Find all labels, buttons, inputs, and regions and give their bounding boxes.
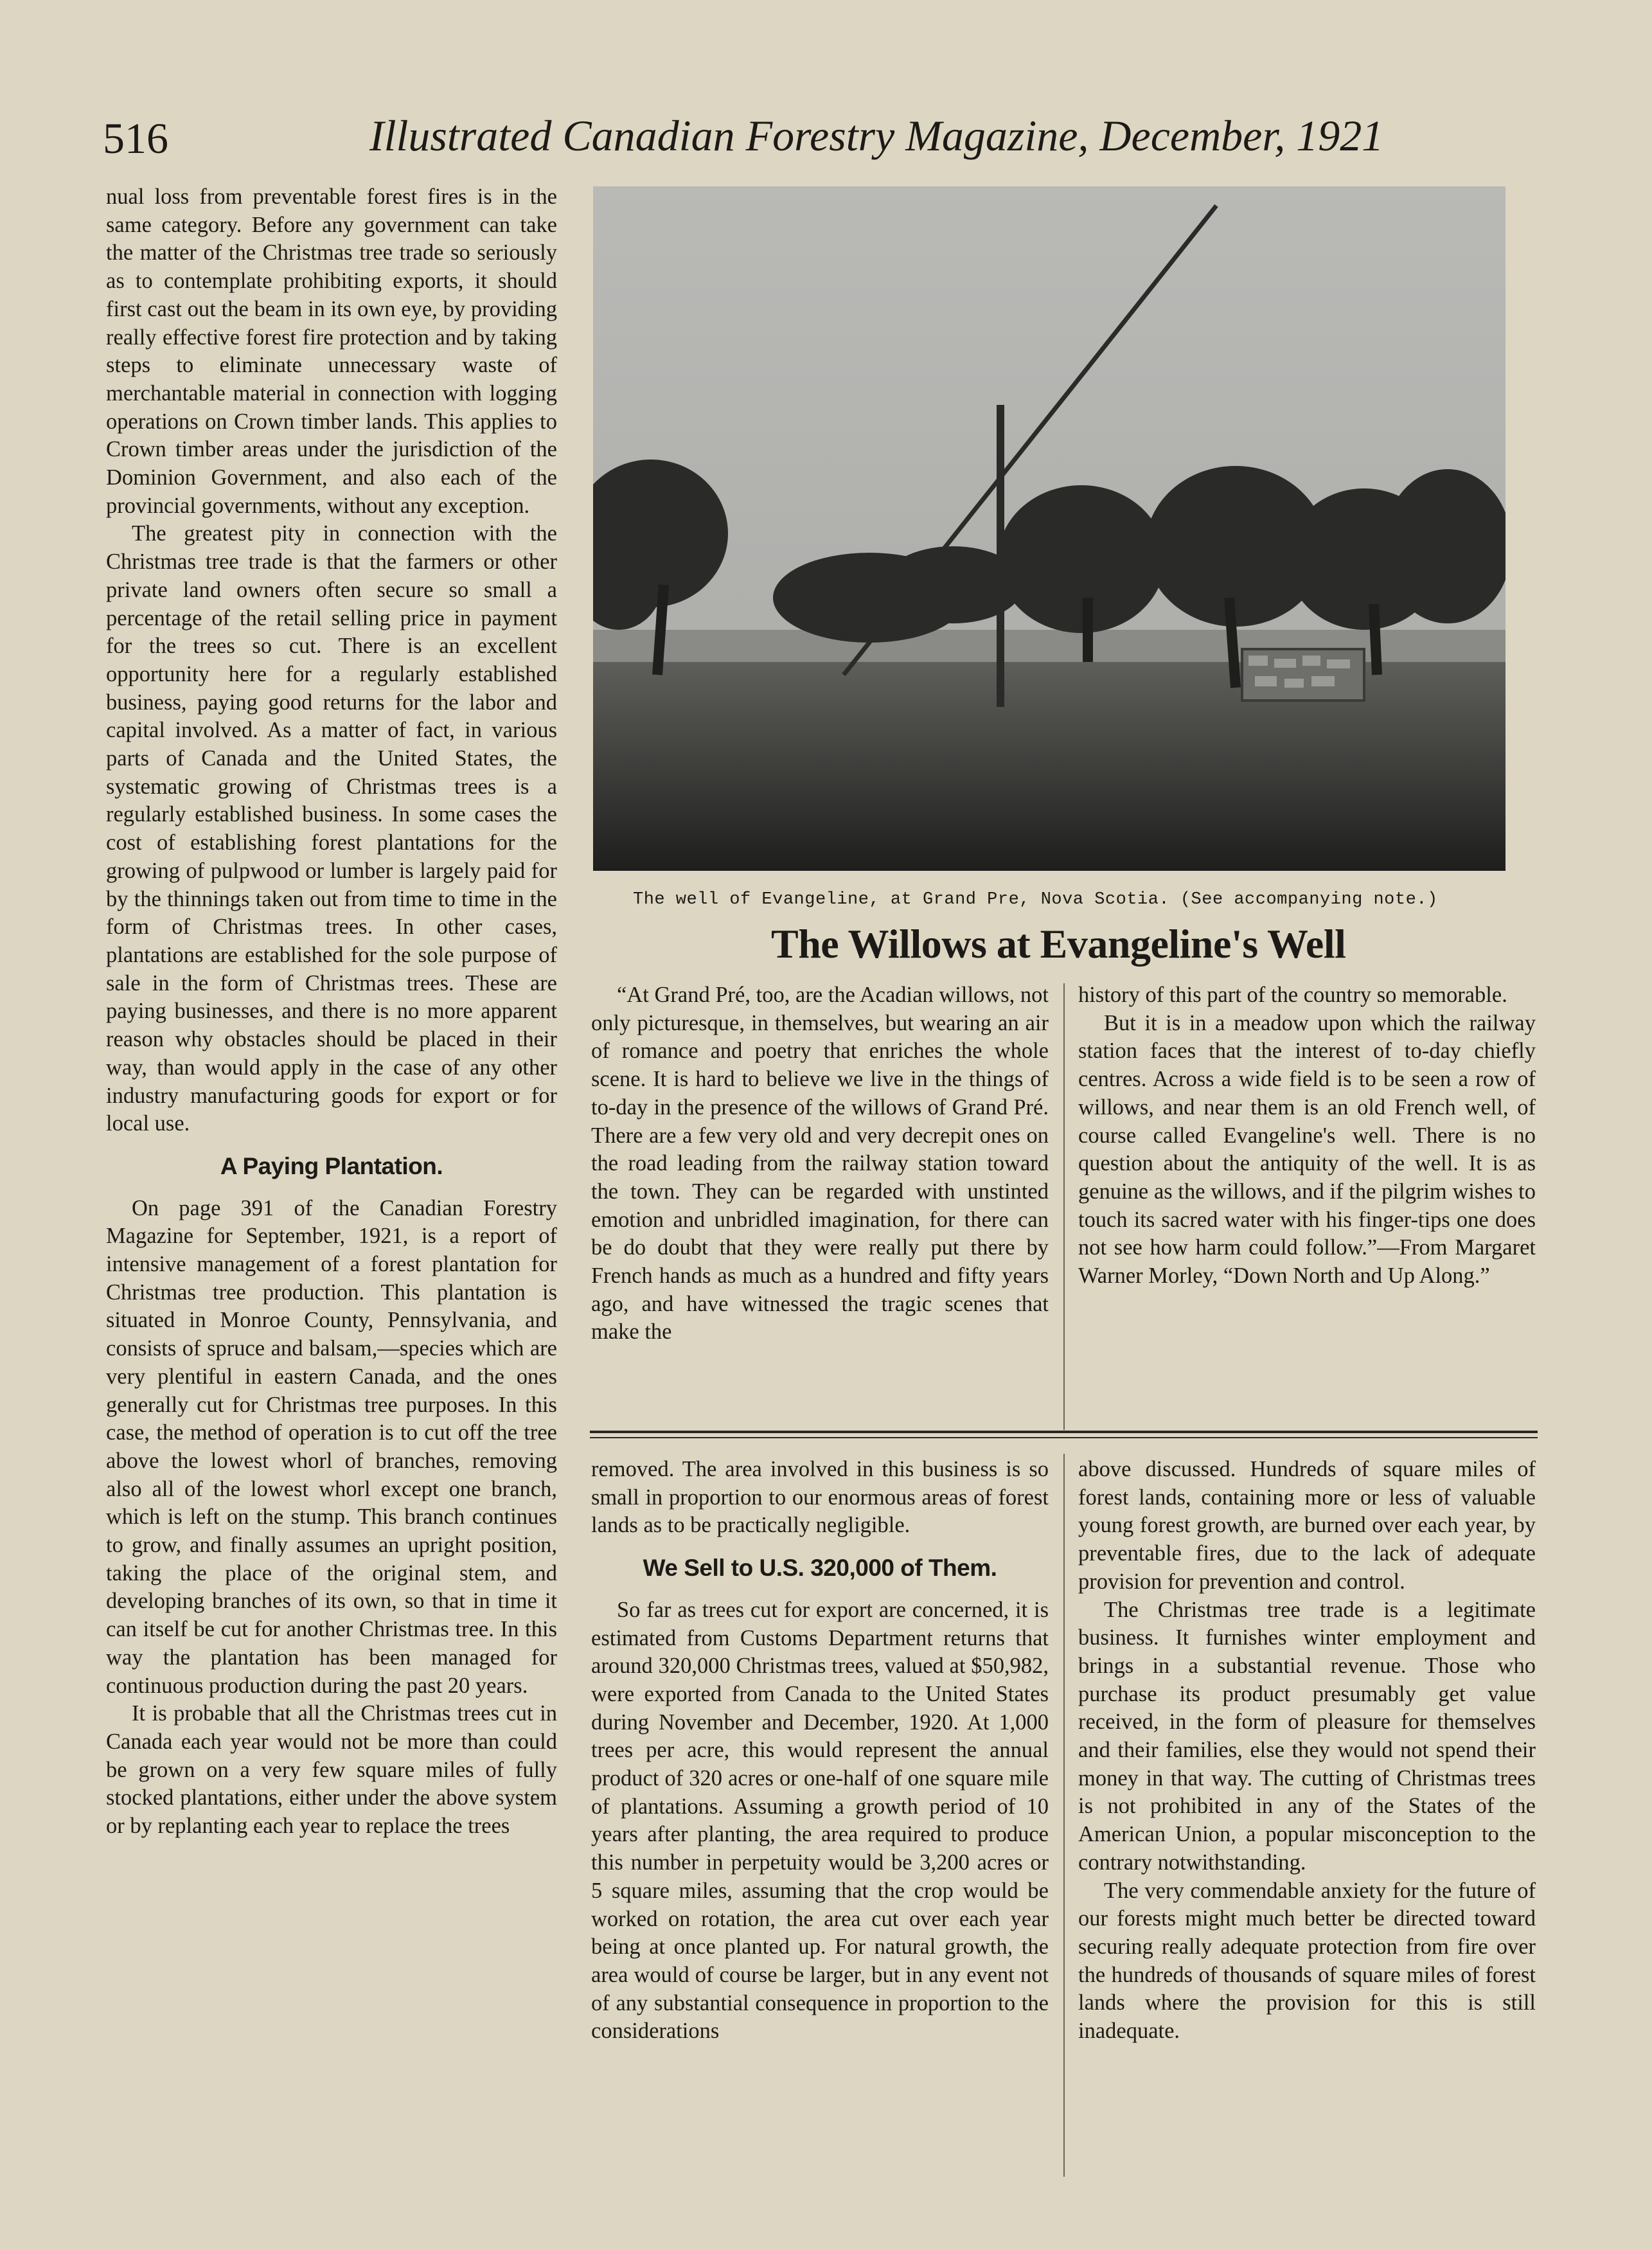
paragraph: history of this part of the country so memorable. — [1078, 983, 1507, 1007]
well-photo-illustration — [593, 186, 1505, 871]
lower-right-column — [1078, 1456, 1536, 2046]
section-rule — [590, 1431, 1538, 1433]
paragraph: But it is in a meadow upon which the railway station faces that the interest of to-day chiefly centres. Across a wide field is to be seen a row of willows, and near them is an old French well, of course called Evangeline's well. There is no question about the antiquity of the well. It is as genuine as the willows, and if the pilgrim wishes to touch its sacred water with his finger-tips one does not see how harm could follow.”—From Margaret Warner Morley, “Down North and Up Along.” — [1078, 1010, 1536, 1289]
paragraph: It is probable that all the Christmas trees cut in Canada each year would not be more than could be grown on a very few square miles of fully stocked plantations, either under the above system or by replanting each year to replace the trees — [106, 1701, 557, 1839]
subheading-we-sell-to-us: We Sell to U.S. 320,000 of Them. — [643, 1555, 997, 1582]
page-number: 516 — [103, 114, 168, 163]
column-divider — [1063, 983, 1065, 1430]
paragraph: So far as trees cut for export are concerned, it is estimated from Customs Department returns that around 320,000 Christmas trees, valued at $50,982, were exported from Canada to the United States during November and December, 1920. At 1,000 trees per acre, this would represent the annual product of 320 acres or one-half of one square mile of plantations. Assuming a growth period of 10 years after planting, the area required to produce this number in perpetuity would be 3,200 acres or 5 square miles, assuming that the crop would be worked on rotation, the area cut over each year being at once planted up. For natural growth, the area would of course be larger, but in any event not of any substantial consequence in proportion to the considerations — [591, 1597, 1049, 2044]
paragraph: The very commendable anxiety for the future of our forests might much better be directed toward securing really adequate protection from fire over the hundreds of thousands of square miles of forest lands where the provision for this is still inadequate. — [1078, 1878, 1536, 2044]
willows-right-column — [1078, 981, 1536, 1290]
lower-middle-column — [591, 1456, 1049, 2046]
paragraph: above discussed. Hundreds of square miles of forest lands, containing more or less of valuable young forest growth, are burned over each year, by preventable fires, due to the lack of adequate provision for prevention and control. — [1078, 1457, 1536, 1594]
running-head: Illustrated Canadian Forestry Magazine, December, 1921 — [369, 111, 1384, 160]
paragraph: On page 391 of the Canadian Forestry Magazine for September, 1921, is a report of intensive management of a forest plantation for Christmas tree production. This plantation is situated in Monroe County, Pennsylvania, and consists of spruce and balsam,—species which are very plentiful in eastern Canada, and the ones generally cut for Christmas tree purposes. In this case, the method of operation is to cut off the tree above the lowest whorl of branches, removing also all of the lowest whorl except one branch, which is left on the stump. This branch continues to grow, and finally assumes an upright position, taking the place of the original stem, and developing branches of its own, so that in time it can itself be cut for another Christmas tree. In this way the plantation has been managed for continuous production during the past 20 years. — [106, 1195, 557, 1698]
subheading-paying-plantation: A Paying Plantation. — [220, 1152, 443, 1179]
photo-caption: The well of Evangeline, at Grand Pre, Nova Scotia. (See accompanying note.) — [633, 890, 1438, 909]
paragraph: “At Grand Pré, too, are the Acadian willows, not only picturesque, in themselves, but wearing an air of romance and poetry that enriches the whole scene. It is hard to believe we live in the things of to-day in the presence of the willows of Grand Pré. There are a few very old and very decrepit ones on the road leading from the railway station toward the town. They can be regarded with unstinted emotion and unbridled imagination, for there can be do doubt that they were really put there by French hands as much as a hundred and fifty years ago, and have witnessed the tragic scenes that make the — [591, 983, 1049, 1344]
left-column — [106, 183, 557, 1841]
column-divider — [1063, 1454, 1065, 2177]
article-title: The Willows at Evangeline's Well — [771, 921, 1346, 967]
evangeline-well-photo — [593, 186, 1505, 871]
paragraph: The greatest pity in connection with the Christmas tree trade is that the farmers or other private land owners often secure so small a percentage of the retail selling price in payment for the trees so cut. There is an excellent opportunity here for a regularly established business, paying good returns for the labor and capital involved. As a matter of fact, in various parts of Canada and the United States, the systematic growing of Christmas trees is a regularly established business. In some cases the cost of establishing forest plantations for the growing of pulpwood or lumber is largely paid for by the thinnings taken out from time to time in the form of Christmas trees. In other cases, plantations are established for the sole purpose of sale in the form of Christmas trees. These are paying businesses, and there is no more apparent reason why obstacles should be placed in their way, than would apply in the case of any other industry manufacturing goods for export or for local use. — [106, 521, 557, 1136]
paragraph: removed. The area involved in this business is so small in proportion to our enormous areas of forest lands as to be practically negligible. — [591, 1457, 1049, 1538]
paragraph: The Christmas tree trade is a legitimate business. It furnishes winter employment and brings in a substantial revenue. Those who purchase its product presumably get value received, in the form of pleasure for themselves and their families, else they would not spend their money in that way. The cutting of Christmas trees is not prohibited in any of the States of the American Union, a popular misconception to the contrary notwithstanding. — [1078, 1597, 1536, 1875]
section-rule — [590, 1437, 1538, 1438]
paragraph: nual loss from preventable forest fires is in the same category. Before any government can take the matter of the Christmas tree trade so seriously as to contemplate prohibiting exports, it should first cast out the beam in its own eye, by providing really effective forest fire protection and by taking steps to eliminate unnecessary waste of merchantable material in connection with logging operations on Crown timber lands. This applies to Crown timber areas under the jurisdiction of the Dominion Government, and also each of the provincial governments, without any exception. — [106, 184, 557, 518]
willows-left-column — [591, 981, 1049, 1346]
